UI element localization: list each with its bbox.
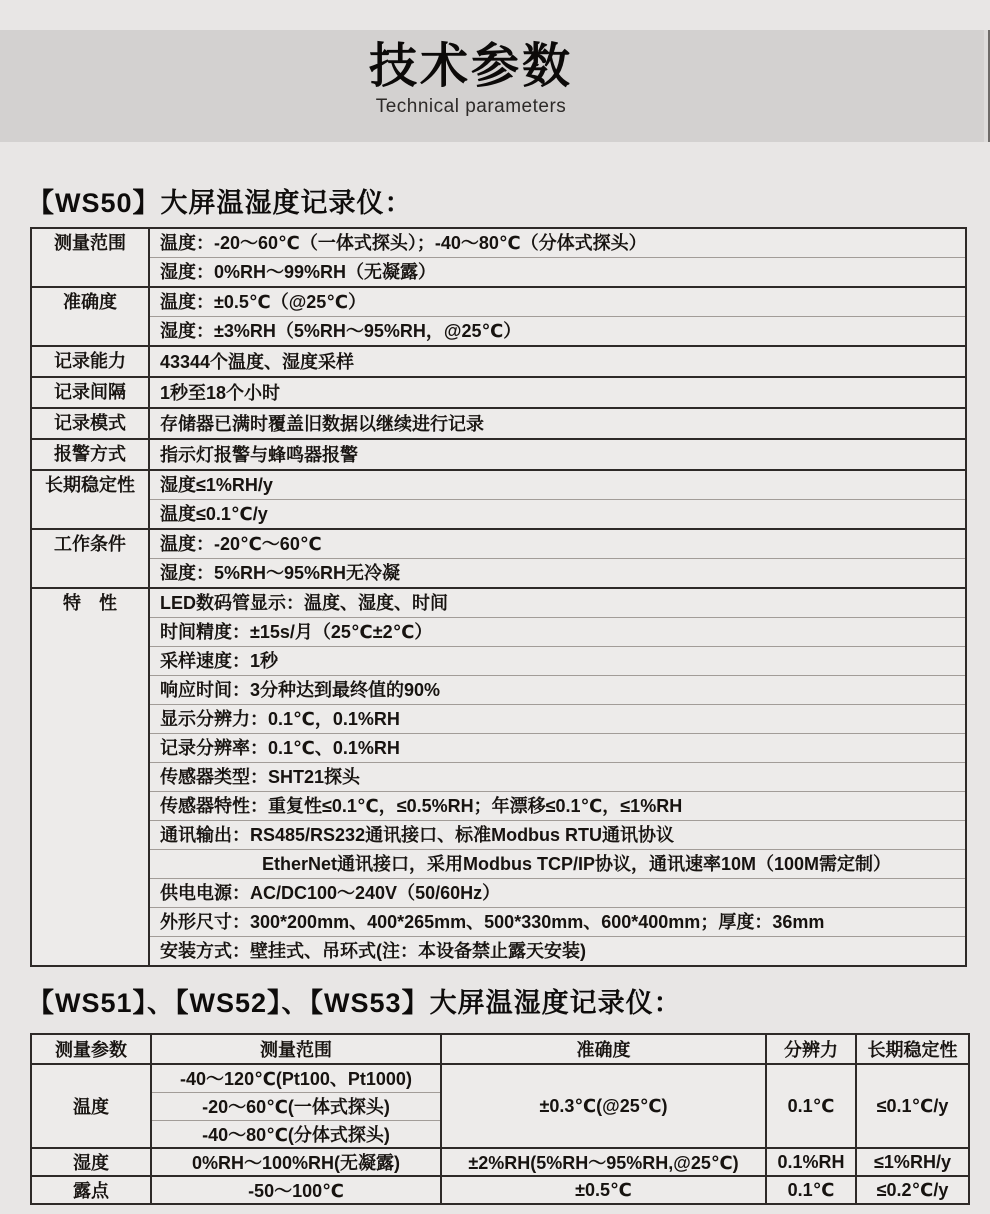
table-row bbox=[31, 228, 966, 258]
spec-group-label: 测量范围 bbox=[31, 228, 149, 287]
spec-row-value: 安装方式：壁挂式、吊环式(注：本设备禁止露天安装) bbox=[149, 937, 966, 967]
spec-row-value: 湿度≤1%RH/y bbox=[149, 470, 966, 500]
section1-heading: 【WS50】大屏温湿度记录仪： bbox=[27, 188, 413, 218]
spec-group-label: 工作条件 bbox=[31, 529, 149, 588]
table-row bbox=[31, 937, 966, 967]
table-row bbox=[31, 850, 966, 879]
spec-row-value: 显示分辨力：0.1℃，0.1%RH bbox=[149, 705, 966, 734]
table-row bbox=[31, 1176, 969, 1204]
spec-group-label: 记录能力 bbox=[31, 346, 149, 377]
spec-row-value: 湿度：0%RH～99%RH（无凝露） bbox=[149, 258, 966, 288]
column-header: 分辨力 bbox=[766, 1034, 856, 1064]
spec-row-value: 传感器类型：SHT21探头 bbox=[149, 763, 966, 792]
table-row bbox=[31, 258, 966, 288]
spec-row-value: 温度：-20～60℃（一体式探头）；-40～80℃（分体式探头） bbox=[149, 228, 966, 258]
table-row bbox=[31, 559, 966, 589]
table-header-row bbox=[31, 1034, 969, 1064]
header-band-inner bbox=[0, 30, 942, 142]
column-header: 准确度 bbox=[441, 1034, 766, 1064]
spec-group-label: 准确度 bbox=[31, 287, 149, 346]
table-row bbox=[31, 1064, 969, 1092]
table-row bbox=[31, 618, 966, 647]
table-row bbox=[31, 1148, 969, 1176]
table-row bbox=[31, 821, 966, 850]
range-cell: -50～100℃ bbox=[151, 1176, 441, 1204]
table-row bbox=[31, 879, 966, 908]
column-header: 测量范围 bbox=[151, 1034, 441, 1064]
table-row bbox=[31, 908, 966, 937]
table-row bbox=[31, 588, 966, 618]
spec-row-value: 温度：-20℃～60℃ bbox=[149, 529, 966, 559]
table-row bbox=[31, 705, 966, 734]
table-row bbox=[31, 317, 966, 347]
spec-group-label: 记录模式 bbox=[31, 408, 149, 439]
spec-row-value: 43344个温度、湿度采样 bbox=[149, 346, 966, 377]
param-cell: 温度 bbox=[31, 1064, 151, 1148]
spec-row-value: 湿度：5%RH～95%RH无冷凝 bbox=[149, 559, 966, 589]
spec-row-value: 存储器已满时覆盖旧数据以继续进行记录 bbox=[149, 408, 966, 439]
page-title: 技术参数 bbox=[368, 40, 573, 93]
accuracy-cell: ±0.3℃(@25℃) bbox=[441, 1064, 766, 1148]
spec-row-value: LED数码管显示：温度、湿度、时间 bbox=[149, 588, 966, 618]
param-cell: 湿度 bbox=[31, 1148, 151, 1176]
table-row bbox=[31, 470, 966, 500]
spec-row-value: 温度：±0.5℃（@25℃） bbox=[149, 287, 966, 317]
spec-group-label: 记录间隔 bbox=[31, 377, 149, 408]
table-row bbox=[31, 763, 966, 792]
table-row bbox=[31, 676, 966, 705]
table-row bbox=[31, 529, 966, 559]
column-header: 测量参数 bbox=[31, 1034, 151, 1064]
spec-row-value: 记录分辨率：0.1℃、0.1%RH bbox=[149, 734, 966, 763]
spec-group-label: 长期稳定性 bbox=[31, 470, 149, 529]
accuracy-cell: ±2%RH(5%RH～95%RH,@25℃) bbox=[441, 1148, 766, 1176]
table-row bbox=[31, 408, 966, 439]
param-cell: 露点 bbox=[31, 1176, 151, 1204]
resolution-cell: 0.1%RH bbox=[766, 1148, 856, 1176]
stability-cell: ≤0.1℃/y bbox=[856, 1064, 969, 1148]
spec-row-value: 响应时间：3分种达到最终值的90% bbox=[149, 676, 966, 705]
spec-row-value: 通讯输出：RS485/RS232通讯接口、标准Modbus RTU通讯协议 bbox=[149, 821, 966, 850]
spec-row-value: 1秒至18个小时 bbox=[149, 377, 966, 408]
spec-row-value: 供电电源：AC/DC100～240V（50/60Hz） bbox=[149, 879, 966, 908]
table-row bbox=[31, 792, 966, 821]
section2-heading: 【WS51】、【WS52】、【WS53】大屏温湿度记录仪： bbox=[27, 988, 682, 1018]
range-cell: -20～60℃(一体式探头) bbox=[151, 1092, 441, 1120]
spec-row-value: 时间精度：±15s/月（25℃±2℃） bbox=[149, 618, 966, 647]
table-row bbox=[31, 346, 966, 377]
accuracy-cell: ±0.5℃ bbox=[441, 1176, 766, 1204]
spec-row-value: EtherNet通讯接口，采用Modbus TCP/IP协议，通讯速率10M（100M需定制） bbox=[149, 850, 966, 879]
spec-row-value: 湿度：±3%RH（5%RH～95%RH，@25℃） bbox=[149, 317, 966, 347]
table-row bbox=[31, 287, 966, 317]
range-cell: 0%RH～100%RH(无凝露) bbox=[151, 1148, 441, 1176]
spec-row-value: 外形尺寸：300*200mm、400*265mm、500*330mm、600*400mm；厚度：36mm bbox=[149, 908, 966, 937]
resolution-cell: 0.1℃ bbox=[766, 1064, 856, 1148]
table-row bbox=[31, 734, 966, 763]
stability-cell: ≤0.2℃/y bbox=[856, 1176, 969, 1204]
spec-group-label: 特 性 bbox=[31, 588, 149, 966]
table-row bbox=[31, 500, 966, 530]
table-row bbox=[31, 439, 966, 470]
page-subtitle: Technical parameters bbox=[375, 96, 567, 117]
range-cell: -40～120℃(Pt100、Pt1000) bbox=[151, 1064, 441, 1092]
ws51-ws53-spec-table bbox=[30, 1033, 970, 1205]
header-band bbox=[0, 30, 990, 142]
spec-group-label: 报警方式 bbox=[31, 439, 149, 470]
range-cell: -40～80℃(分体式探头) bbox=[151, 1120, 441, 1148]
ws50-spec-table bbox=[30, 227, 967, 967]
table-row bbox=[31, 377, 966, 408]
resolution-cell: 0.1℃ bbox=[766, 1176, 856, 1204]
spec-row-value: 采样速度：1秒 bbox=[149, 647, 966, 676]
table-row bbox=[31, 647, 966, 676]
spec-row-value: 温度≤0.1℃/y bbox=[149, 500, 966, 530]
spec-row-value: 指示灯报警与蜂鸣器报警 bbox=[149, 439, 966, 470]
stability-cell: ≤1%RH/y bbox=[856, 1148, 969, 1176]
spec-row-value: 传感器特性：重复性≤0.1℃，≤0.5%RH；年漂移≤0.1℃，≤1%RH bbox=[149, 792, 966, 821]
column-header: 长期稳定性 bbox=[856, 1034, 969, 1064]
